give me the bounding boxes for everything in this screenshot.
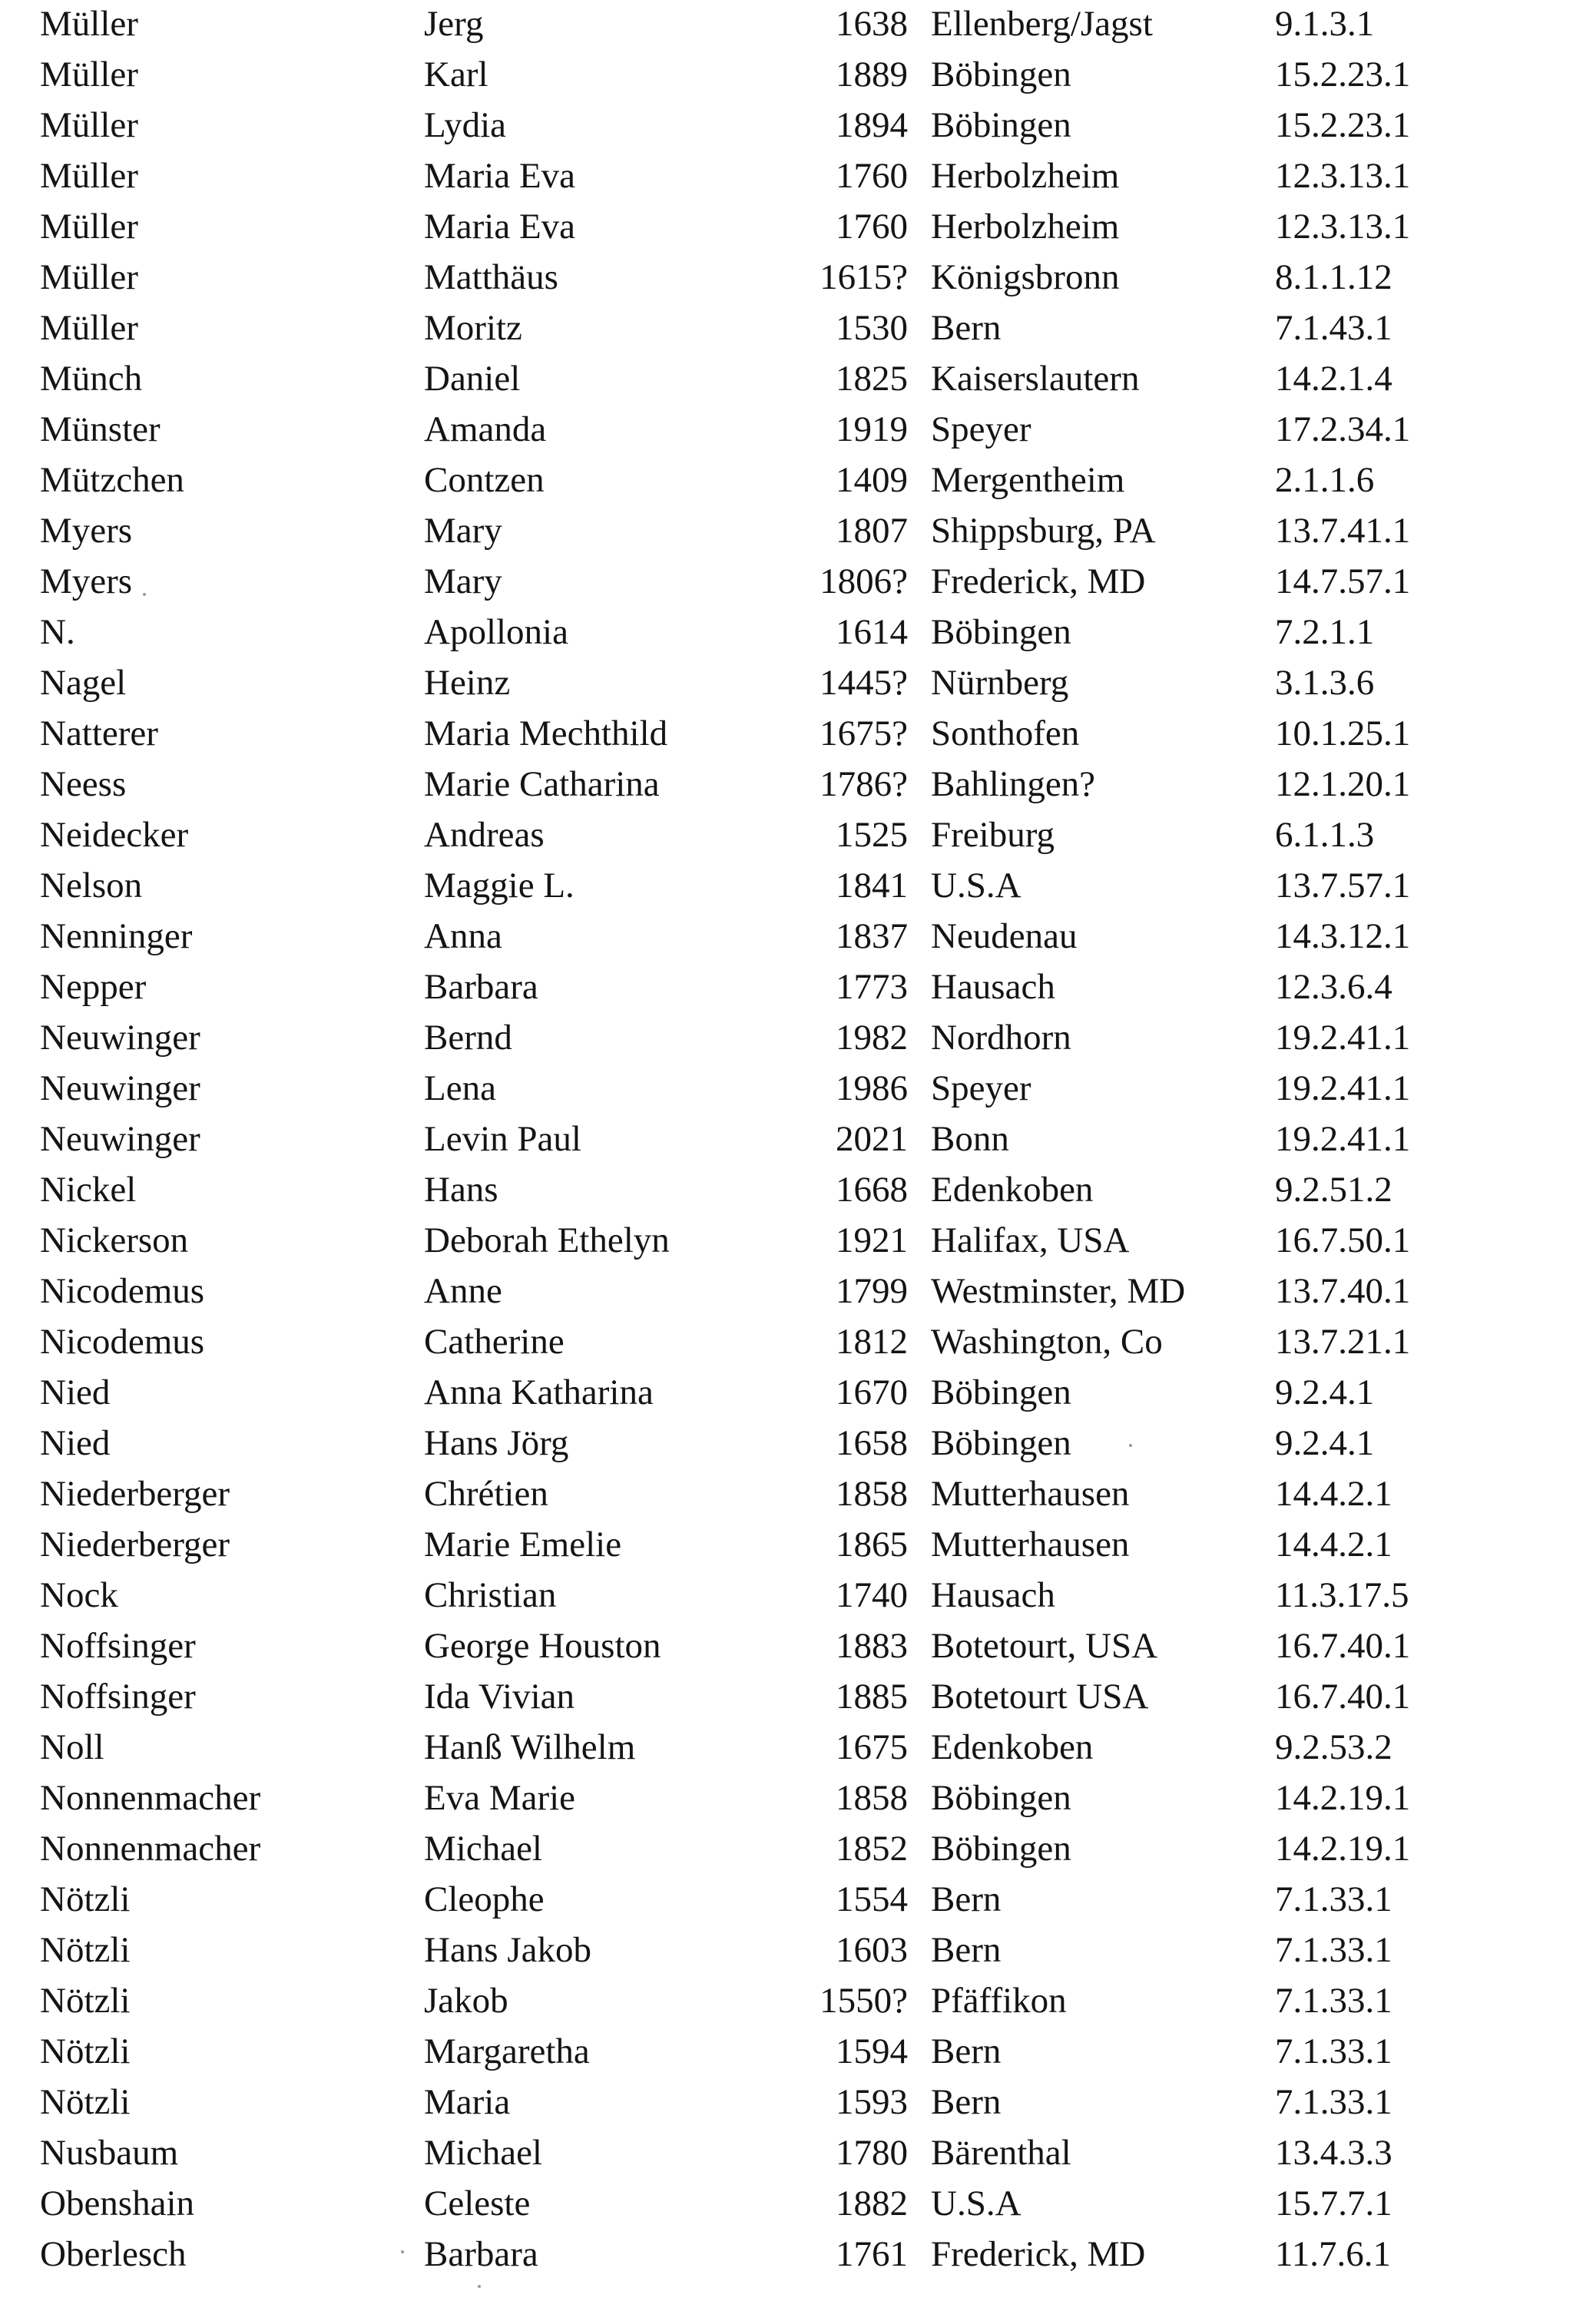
- year-cell: 1638: [836, 4, 908, 44]
- scan-speck: [143, 593, 146, 596]
- register-row: [0, 404, 1596, 455]
- given-name-cell: Levin Paul: [424, 1119, 581, 1159]
- reference-cell: 19.2.41.1: [1275, 1119, 1411, 1159]
- given-name-cell: Daniel: [424, 359, 521, 399]
- surname-cell: Mützchen: [40, 460, 184, 500]
- reference-cell: 6.1.1.3: [1275, 815, 1375, 855]
- register-row: [0, 1722, 1596, 1773]
- surname-cell: Nickerson: [40, 1220, 189, 1260]
- year-cell: 1858: [836, 1474, 908, 1514]
- register-row: [0, 1316, 1596, 1367]
- register-row: [0, 1012, 1596, 1063]
- year-cell: 1807: [836, 511, 908, 551]
- year-cell: 1982: [836, 1018, 908, 1058]
- place-cell: Westminster, MD: [931, 1271, 1186, 1311]
- surname-cell: Nötzli: [40, 1981, 131, 2021]
- surname-cell: Nenninger: [40, 916, 193, 956]
- register-row: [0, 607, 1596, 657]
- given-name-cell: Hans Jakob: [424, 1930, 591, 1970]
- given-name-cell: Karl: [424, 55, 488, 94]
- place-cell: Bern: [931, 1930, 1002, 1970]
- place-cell: Bahlingen?: [931, 764, 1096, 804]
- register-row: [0, 353, 1596, 404]
- surname-cell: Nusbaum: [40, 2133, 179, 2173]
- place-cell: Nürnberg: [931, 663, 1069, 703]
- reference-cell: 9.2.4.1: [1275, 1423, 1375, 1463]
- surname-cell: Nonnenmacher: [40, 1778, 261, 1818]
- given-name-cell: Marie Emelie: [424, 1525, 622, 1564]
- surname-cell: Neess: [40, 764, 127, 804]
- register-row: [0, 2026, 1596, 2077]
- register-row: [0, 556, 1596, 607]
- reference-cell: 17.2.34.1: [1275, 409, 1411, 449]
- surname-cell: Nelson: [40, 866, 143, 906]
- place-cell: U.S.A: [931, 866, 1022, 906]
- reference-cell: 12.1.20.1: [1275, 764, 1411, 804]
- year-cell: 1670: [836, 1372, 908, 1412]
- given-name-cell: Matthäus: [424, 257, 558, 297]
- reference-cell: 11.3.17.5: [1275, 1575, 1409, 1615]
- register-row: [0, 2229, 1596, 2280]
- surname-cell: N.: [40, 612, 75, 652]
- register-row: [0, 201, 1596, 252]
- place-cell: Halifax, USA: [931, 1220, 1130, 1260]
- reference-cell: 9.1.3.1: [1275, 4, 1375, 44]
- place-cell: Böbingen: [931, 1423, 1071, 1463]
- year-cell: 1806?: [820, 561, 908, 601]
- place-cell: Mergentheim: [931, 460, 1125, 500]
- given-name-cell: Bernd: [424, 1018, 512, 1058]
- place-cell: Hausach: [931, 967, 1055, 1007]
- register-row: [0, 1468, 1596, 1519]
- year-cell: 1603: [836, 1930, 908, 1970]
- surname-cell: Neuwinger: [40, 1068, 200, 1108]
- place-cell: Böbingen: [931, 612, 1071, 652]
- reference-cell: 2.1.1.6: [1275, 460, 1375, 500]
- year-cell: 1554: [836, 1879, 908, 1919]
- year-cell: 1761: [836, 2234, 908, 2274]
- register-row: [0, 962, 1596, 1012]
- reference-cell: 8.1.1.12: [1275, 257, 1392, 297]
- year-cell: 1799: [836, 1271, 908, 1311]
- year-cell: 1525: [836, 815, 908, 855]
- surname-cell: Nicodemus: [40, 1322, 205, 1362]
- register-row: [0, 1570, 1596, 1621]
- surname-cell: Natterer: [40, 713, 158, 753]
- place-cell: Bern: [931, 2082, 1002, 2122]
- given-name-cell: Mary: [424, 561, 502, 601]
- reference-cell: 12.3.6.4: [1275, 967, 1392, 1007]
- register-row: [0, 657, 1596, 708]
- given-name-cell: Maggie L.: [424, 866, 574, 906]
- reference-cell: 12.3.13.1: [1275, 156, 1411, 196]
- reference-cell: 12.3.13.1: [1275, 207, 1411, 247]
- year-cell: 1841: [836, 866, 908, 906]
- reference-cell: 13.7.41.1: [1275, 511, 1411, 551]
- surname-cell: Nonnenmacher: [40, 1829, 261, 1869]
- register-row: [0, 1114, 1596, 1164]
- place-cell: Speyer: [931, 409, 1031, 449]
- place-cell: Böbingen: [931, 105, 1071, 145]
- surname-cell: Nied: [40, 1423, 111, 1463]
- reference-cell: 7.1.33.1: [1275, 2082, 1392, 2122]
- year-cell: 1921: [836, 1220, 908, 1260]
- place-cell: Frederick, MD: [931, 561, 1146, 601]
- given-name-cell: Marie Catharina: [424, 764, 660, 804]
- year-cell: 1675: [836, 1727, 908, 1767]
- register-row: [0, 1621, 1596, 1671]
- register-row: [0, 1975, 1596, 2026]
- year-cell: 1773: [836, 967, 908, 1007]
- given-name-cell: Hans Jörg: [424, 1423, 569, 1463]
- surname-cell: Nötzli: [40, 2031, 131, 2071]
- reference-cell: 13.7.21.1: [1275, 1322, 1411, 1362]
- place-cell: Böbingen: [931, 1372, 1071, 1412]
- reference-cell: 13.7.40.1: [1275, 1271, 1411, 1311]
- reference-cell: 7.1.43.1: [1275, 308, 1392, 348]
- given-name-cell: Apollonia: [424, 612, 568, 652]
- given-name-cell: Lydia: [424, 105, 507, 145]
- place-cell: Pfäffikon: [931, 1981, 1067, 2021]
- register-row: [0, 1164, 1596, 1215]
- reference-cell: 15.2.23.1: [1275, 55, 1411, 94]
- reference-cell: 14.3.12.1: [1275, 916, 1411, 956]
- register-row: [0, 1266, 1596, 1316]
- given-name-cell: Hanß Wilhelm: [424, 1727, 636, 1767]
- year-cell: 1615?: [820, 257, 908, 297]
- place-cell: Bern: [931, 308, 1002, 348]
- place-cell: Herbolzheim: [931, 156, 1120, 196]
- place-cell: Bärenthal: [931, 2133, 1071, 2173]
- place-cell: Sonthofen: [931, 713, 1080, 753]
- surname-cell: Müller: [40, 257, 138, 297]
- place-cell: Shippsburg, PA: [931, 511, 1156, 551]
- register-row: [0, 911, 1596, 962]
- surname-cell: Nötzli: [40, 2082, 131, 2122]
- register-row: [0, 455, 1596, 505]
- year-cell: 1550?: [820, 1981, 908, 2021]
- year-cell: 1882: [836, 2184, 908, 2223]
- register-row: [0, 1215, 1596, 1266]
- scan-speck: [401, 2250, 404, 2253]
- given-name-cell: Jakob: [424, 1981, 508, 2021]
- register-row: [0, 1671, 1596, 1722]
- place-cell: Freiburg: [931, 815, 1055, 855]
- given-name-cell: Mary: [424, 511, 502, 551]
- surname-cell: Nepper: [40, 967, 147, 1007]
- given-name-cell: Barbara: [424, 967, 538, 1007]
- register-row: [0, 860, 1596, 911]
- year-cell: 1852: [836, 1829, 908, 1869]
- reference-cell: 13.7.57.1: [1275, 866, 1411, 906]
- register-row: [0, 2127, 1596, 2178]
- reference-cell: 7.1.33.1: [1275, 1930, 1392, 1970]
- given-name-cell: Anna: [424, 916, 502, 956]
- register-row: [0, 252, 1596, 303]
- place-cell: Speyer: [931, 1068, 1031, 1108]
- reference-cell: 15.2.23.1: [1275, 105, 1411, 145]
- surname-cell: Obenshain: [40, 2184, 195, 2223]
- place-cell: Bonn: [931, 1119, 1009, 1159]
- reference-cell: 16.7.50.1: [1275, 1220, 1411, 1260]
- register-row: [0, 505, 1596, 556]
- reference-cell: 15.7.7.1: [1275, 2184, 1392, 2223]
- surname-cell: Münch: [40, 359, 143, 399]
- surname-cell: Müller: [40, 207, 138, 247]
- surname-cell: Noll: [40, 1727, 104, 1767]
- place-cell: Botetourt USA: [931, 1677, 1149, 1717]
- surname-cell: Myers: [40, 511, 133, 551]
- given-name-cell: Chrétien: [424, 1474, 548, 1514]
- place-cell: Böbingen: [931, 55, 1071, 94]
- reference-cell: 19.2.41.1: [1275, 1018, 1411, 1058]
- place-cell: Königsbronn: [931, 257, 1120, 297]
- year-cell: 1530: [836, 308, 908, 348]
- given-name-cell: Hans: [424, 1170, 498, 1210]
- given-name-cell: Barbara: [424, 2234, 538, 2274]
- year-cell: 1614: [836, 612, 908, 652]
- year-cell: 1593: [836, 2082, 908, 2122]
- register-row: [0, 2178, 1596, 2229]
- register-row: [0, 708, 1596, 759]
- reference-cell: 19.2.41.1: [1275, 1068, 1411, 1108]
- year-cell: 1780: [836, 2133, 908, 2173]
- place-cell: Neudenau: [931, 916, 1078, 956]
- reference-cell: 14.4.2.1: [1275, 1474, 1392, 1514]
- place-cell: Mutterhausen: [931, 1474, 1130, 1514]
- year-cell: 1837: [836, 916, 908, 956]
- place-cell: Kaiserslautern: [931, 359, 1140, 399]
- surname-cell: Neidecker: [40, 815, 189, 855]
- year-cell: 1445?: [820, 663, 908, 703]
- place-cell: Frederick, MD: [931, 2234, 1146, 2274]
- year-cell: 1668: [836, 1170, 908, 1210]
- given-name-cell: Maria Eva: [424, 156, 576, 196]
- surname-cell: Nagel: [40, 663, 127, 703]
- given-name-cell: Amanda: [424, 409, 547, 449]
- surname-cell: Oberlesch: [40, 2234, 187, 2274]
- place-cell: Nordhorn: [931, 1018, 1071, 1058]
- given-name-cell: Moritz: [424, 308, 522, 348]
- scan-speck: [478, 2285, 481, 2288]
- surname-cell: Müller: [40, 55, 138, 94]
- reference-cell: 13.4.3.3: [1275, 2133, 1392, 2173]
- reference-cell: 14.2.1.4: [1275, 359, 1392, 399]
- reference-cell: 9.2.53.2: [1275, 1727, 1392, 1767]
- year-cell: 1825: [836, 359, 908, 399]
- place-cell: Ellenberg/Jagst: [931, 4, 1153, 44]
- reference-cell: 14.2.19.1: [1275, 1829, 1411, 1869]
- given-name-cell: Michael: [424, 1829, 542, 1869]
- surname-cell: Nied: [40, 1372, 111, 1412]
- year-cell: 1740: [836, 1575, 908, 1615]
- given-name-cell: Celeste: [424, 2184, 531, 2223]
- reference-cell: 16.7.40.1: [1275, 1677, 1411, 1717]
- year-cell: 1858: [836, 1778, 908, 1818]
- given-name-cell: Anna Katharina: [424, 1372, 654, 1412]
- surname-cell: Nötzli: [40, 1879, 131, 1919]
- given-name-cell: Catherine: [424, 1322, 565, 1362]
- reference-cell: 14.7.57.1: [1275, 561, 1411, 601]
- reference-cell: 7.2.1.1: [1275, 612, 1375, 652]
- surname-cell: Münster: [40, 409, 161, 449]
- given-name-cell: Lena: [424, 1068, 496, 1108]
- register-row: [0, 1925, 1596, 1975]
- place-cell: Edenkoben: [931, 1170, 1094, 1210]
- given-name-cell: Anne: [424, 1271, 502, 1311]
- given-name-cell: Christian: [424, 1575, 557, 1615]
- year-cell: 1594: [836, 2031, 908, 2071]
- register-row: [0, 759, 1596, 810]
- year-cell: 1658: [836, 1423, 908, 1463]
- register-row: [0, 1773, 1596, 1823]
- place-cell: Mutterhausen: [931, 1525, 1130, 1564]
- register-row: [0, 303, 1596, 353]
- given-name-cell: Maria Mechthild: [424, 713, 668, 753]
- surname-cell: Nicodemus: [40, 1271, 205, 1311]
- reference-cell: 11.7.6.1: [1275, 2234, 1392, 2274]
- reference-cell: 7.1.33.1: [1275, 1879, 1392, 1919]
- register-row: [0, 151, 1596, 201]
- reference-cell: 7.1.33.1: [1275, 1981, 1392, 2021]
- surname-cell: Müller: [40, 308, 138, 348]
- given-name-cell: Maria: [424, 2082, 511, 2122]
- place-cell: Böbingen: [931, 1778, 1071, 1818]
- reference-cell: 9.2.4.1: [1275, 1372, 1375, 1412]
- given-name-cell: Michael: [424, 2133, 542, 2173]
- place-cell: Botetourt, USA: [931, 1626, 1158, 1666]
- register-row: [0, 1418, 1596, 1468]
- register-row: [0, 0, 1596, 49]
- year-cell: 1986: [836, 1068, 908, 1108]
- scan-speck: [1129, 1444, 1132, 1447]
- year-cell: 1889: [836, 55, 908, 94]
- year-cell: 1883: [836, 1626, 908, 1666]
- reference-cell: 3.1.3.6: [1275, 663, 1375, 703]
- register-row: [0, 1874, 1596, 1925]
- given-name-cell: Ida Vivian: [424, 1677, 575, 1717]
- place-cell: Herbolzheim: [931, 207, 1120, 247]
- given-name-cell: Eva Marie: [424, 1778, 576, 1818]
- place-cell: Washington, Co: [931, 1322, 1163, 1362]
- surname-cell: Müller: [40, 156, 138, 196]
- register-row: [0, 1367, 1596, 1418]
- place-cell: Böbingen: [931, 1829, 1071, 1869]
- reference-cell: 14.4.2.1: [1275, 1525, 1392, 1564]
- year-cell: 2021: [836, 1119, 908, 1159]
- year-cell: 1786?: [820, 764, 908, 804]
- place-cell: Hausach: [931, 1575, 1055, 1615]
- surname-cell: Niederberger: [40, 1474, 230, 1514]
- year-cell: 1885: [836, 1677, 908, 1717]
- year-cell: 1894: [836, 105, 908, 145]
- given-name-cell: Margaretha: [424, 2031, 590, 2071]
- given-name-cell: George Houston: [424, 1626, 661, 1666]
- reference-cell: 16.7.40.1: [1275, 1626, 1411, 1666]
- register-row: [0, 1519, 1596, 1570]
- reference-cell: 10.1.25.1: [1275, 713, 1411, 753]
- register-row: [0, 2077, 1596, 2127]
- reference-cell: 9.2.51.2: [1275, 1170, 1392, 1210]
- given-name-cell: Maria Eva: [424, 207, 576, 247]
- register-row: [0, 810, 1596, 860]
- register-row: [0, 1823, 1596, 1874]
- surname-cell: Nickel: [40, 1170, 137, 1210]
- register-row: [0, 100, 1596, 151]
- place-cell: U.S.A: [931, 2184, 1022, 2223]
- surname-cell: Nötzli: [40, 1930, 131, 1970]
- given-name-cell: Cleophe: [424, 1879, 545, 1919]
- given-name-cell: Heinz: [424, 663, 511, 703]
- reference-cell: 14.2.19.1: [1275, 1778, 1411, 1818]
- register-row: [0, 49, 1596, 100]
- given-name-cell: Deborah Ethelyn: [424, 1220, 670, 1260]
- surname-cell: Niederberger: [40, 1525, 230, 1564]
- year-cell: 1675?: [820, 713, 908, 753]
- given-name-cell: Andreas: [424, 815, 545, 855]
- year-cell: 1865: [836, 1525, 908, 1564]
- surname-cell: Müller: [40, 105, 138, 145]
- surname-cell: Myers: [40, 561, 133, 601]
- year-cell: 1812: [836, 1322, 908, 1362]
- register-row: [0, 1063, 1596, 1114]
- year-cell: 1919: [836, 409, 908, 449]
- place-cell: Edenkoben: [931, 1727, 1094, 1767]
- reference-cell: 7.1.33.1: [1275, 2031, 1392, 2071]
- surname-cell: Müller: [40, 4, 138, 44]
- year-cell: 1409: [836, 460, 908, 500]
- place-cell: Bern: [931, 2031, 1002, 2071]
- given-name-cell: Jerg: [424, 4, 484, 44]
- surname-cell: Noffsinger: [40, 1626, 196, 1666]
- year-cell: 1760: [836, 156, 908, 196]
- year-cell: 1760: [836, 207, 908, 247]
- given-name-cell: Contzen: [424, 460, 545, 500]
- surname-cell: Neuwinger: [40, 1119, 200, 1159]
- place-cell: Bern: [931, 1879, 1002, 1919]
- surname-cell: Noffsinger: [40, 1677, 196, 1717]
- surname-cell: Nock: [40, 1575, 118, 1615]
- surname-cell: Neuwinger: [40, 1018, 200, 1058]
